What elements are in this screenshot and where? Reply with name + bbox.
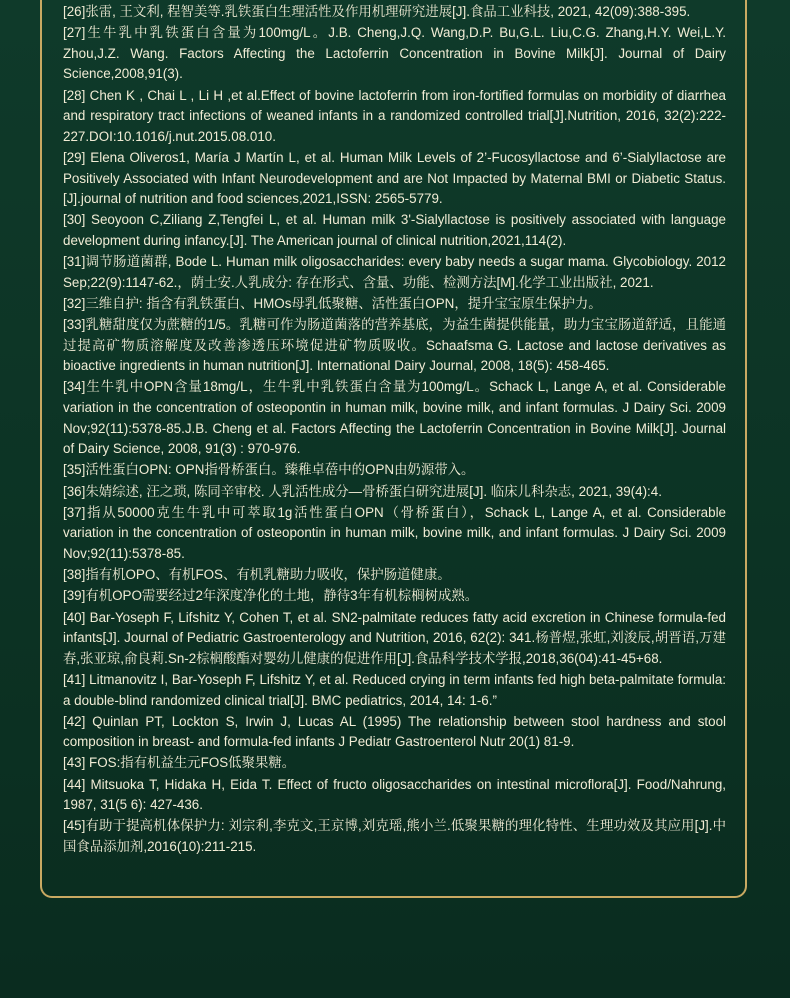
reference-41: [41] Litmanovitz I, Bar-Yoseph F, Lifshitz Y, et al. Reduced crying in term infants fed high beta-palmitate formula: a double-blind randomized clinical trial[J]. BMC pediatrics, 2014, 14: 1-6.” bbox=[63, 671, 726, 708]
reference-list bbox=[63, 2, 726, 858]
reference-45: [45]有助于提高机体保护力: 刘宗利,李克文,王京博,刘克瑶,熊小兰.低聚果糖的理化特性、生理功效及其应用[J].中国食品添加剂,2016(10):211-215. bbox=[63, 818, 726, 855]
reference-31: [31]调节肠道菌群, Bode L. Human milk oligosaccharides: every baby needs a sugar mama. Glycobiology. 2012 Sep;22(9):1147-62.，荫士安.人乳成分: 存在形式、含量、功能、检测方法[M].化学工业出版社, 2021. bbox=[63, 254, 726, 290]
reference-27: [27]生牛乳中乳铁蛋白含量为100mg/L。J.B. Cheng,J.Q. Wang,D.P. Bu,G.L. Liu,C.G. Zhang,H.Y. Wei,L.Y. Zhou,J.Z. Wang. Factors Affecting the Lactoferrin Concentration in Bovine Milk[J]. Journal of Dairy Science,2008,91(3). bbox=[63, 25, 726, 82]
reference-29: [29] Elena Oliveros1, María J Martín L, et al. Human Milk Levels of 2’-Fucosyllactose and 6’-Sialyllactose are Positively Associated with Infant Neurodevelopment and are Not Impacted by Maternal BMI or Diabetic Status.[J].journal of nutrition and food sciences,2021,ISSN: 2565-5779. bbox=[63, 149, 726, 207]
reference-33: [33]乳糖甜度仅为蔗糖的1/5。乳糖可作为肠道菌落的营养基底，为益生菌提供能量，助力宝宝肠道舒适，且能通过提高矿物质溶解度及改善渗透压环境促进矿物质吸收。Schaafsma G. Lactose and lactose derivatives as bioactive ingredients in human nutrition[J]. International Dairy Journal, 2008, 18(5): 458-465. bbox=[63, 317, 726, 374]
reference-36: [36]朱婧综述, 汪之琐, 陈同辛审校. 人乳活性成分—骨桥蛋白研究进展[J]. 临床儿科杂志, 2021, 39(4):4. bbox=[63, 483, 662, 499]
reference-38: [38]指有机OPO、有机FOS、有机乳糖助力吸收，保护肠道健康。 bbox=[63, 567, 451, 583]
reference-39: [39]有机OPO需要经过2年深度净化的土地，静待3年有机棕榈树成熟。 bbox=[63, 588, 479, 604]
reference-43: [43] FOS:指有机益生元FOS低聚果糖。 bbox=[63, 755, 296, 771]
reference-40: [40] Bar-Yoseph F, Lifshitz Y, Cohen T, et al. SN2-palmitate reduces fatty acid excretion in Chinese formula-fed infants[J]. Journal of Pediatric Gastroenterology and Nutrition, 2016, 62(2): 341.杨普煜,张虹,刘浚辰,胡晋语,万建春,张亚琼,俞良莉.Sn-2棕榈酸酯对婴幼儿健康的促进作用[J].食品科学技术学报,2018,36(04):41-45+68. bbox=[63, 609, 726, 666]
reference-34: [34]生牛乳中OPN含量18mg/L，生牛乳中乳铁蛋白含量为100mg/L。Schack L, Lange A, et al. Considerable variation in the concentration of osteopontin in human milk, bovine milk, and infant formulas. J Dairy Sci. 2009 Nov;92(11):5378-85.J.B. Cheng et al. Factors Affecting the Lactoferrin Concentration in Bovine Milk[J]. Journal of Dairy Science, 2008, 91(3) : 970-976. bbox=[63, 379, 726, 457]
reference-44: [44] Mitsuoka T, Hidaka H, Eida T. Effect of fructo oligosaccharides on intestinal microflora[J]. Food/Nahrung, 1987, 31(5 6): 427-436. bbox=[63, 776, 726, 813]
reference-28: [28] Chen K , Chai L , Li H ,et al.Effect of bovine lactoferrin from iron-fortified formulas on morbidity of diarrhea and respiratory tract infections of weaned infants in a randomized controlled trial[J].Nutrition, 2016, 32(2):222-227.DOI:10.1016/j.nut.2015.08.010. bbox=[63, 87, 726, 144]
reference-42: [42] Quinlan PT, Lockton S, Irwin J, Lucas AL (1995) The relationship between stool hardness and stool composition in breast- and formula-fed infants J Pediatr Gastroenterol Nutr 20(1) 81-9. bbox=[63, 713, 726, 750]
reference-30: [30] Seoyoon C,Ziliang Z,Tengfei L, et al. Human milk 3'-Sialyllactose is positively associated with language development during infancy.[J]. The American journal of clinical nutrition,2021,114(2). bbox=[63, 212, 726, 248]
reference-37: [37]指从50000克生牛乳中可萃取1g活性蛋白OPN（骨桥蛋白），Schack L, Lange A, et al. Considerable variation in the concentration of osteopontin in human milk, bovine milk, and infant formulas. J Dairy Sci. 2009 Nov;92(11):5378-85. bbox=[63, 504, 726, 561]
reference-26: [26]张雷, 王文利, 程智美等.乳铁蛋白生理活性及作用机理研究进展[J].食品工业科技, 2021, 42(09):388-395. bbox=[63, 4, 691, 19]
reference-35: [35]活性蛋白OPN: OPN指骨桥蛋白。臻稚卓蓓中的OPN由奶源带入。 bbox=[63, 462, 475, 478]
reference-32: [32]三维自护: 指含有乳铁蛋白、HMOs母乳低聚糖、活性蛋白OPN，提升宝宝原生保护力。 bbox=[63, 295, 602, 311]
